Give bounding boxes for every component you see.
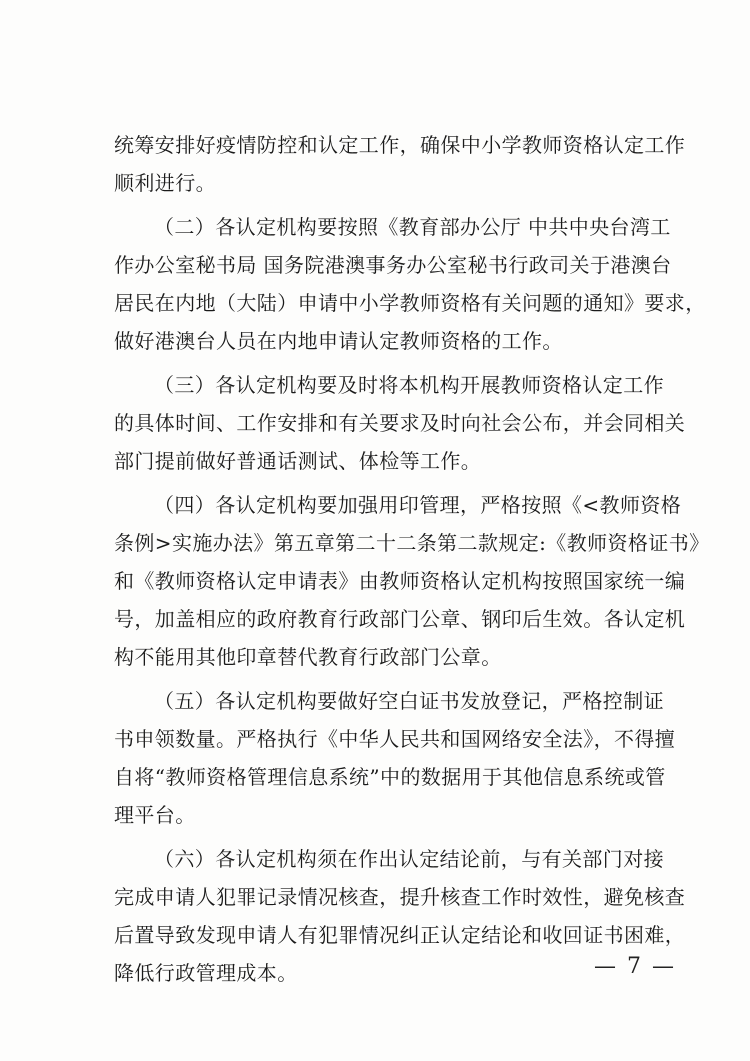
text-line: 作办公室秘书局 国务院港澳事务办公室秘书行政司关于港澳台	[114, 253, 672, 277]
text-line: 降低行政管理成本。	[114, 961, 298, 985]
text-line: （六）各认定机构须在作出认定结论前，与有关部门对接	[154, 847, 664, 871]
text-line: 理平台。	[114, 803, 196, 827]
text-line: （三）各认定机构要及时将本机构开展教师资格认定工作	[154, 373, 664, 397]
paragraph	[114, 682, 674, 834]
text-line: 做好港澳台人员在内地申请认定教师资格的工作。	[114, 329, 563, 353]
text-line: 自将“教师资格管理信息系统”中的数据用于其他信息系统或管	[114, 765, 666, 789]
page-number: — 7 —	[594, 954, 676, 979]
text-line: 完成申请人犯罪记录情况核查，提升核查工作时效性，避免核查	[114, 885, 686, 909]
text-line: 书申领数量。严格执行《中华人民共和国网络安全法》，不得擅	[114, 727, 676, 751]
document-body	[114, 126, 710, 992]
paragraph	[114, 126, 686, 202]
paragraph	[114, 208, 706, 360]
paragraph	[114, 486, 710, 676]
text-line: 顺利进行。	[114, 171, 216, 195]
text-line: 条例>实施办法》第五章第二十二条第二款规定:《教师资格证书》	[114, 531, 710, 555]
paragraph	[114, 840, 686, 992]
paragraph	[114, 366, 686, 480]
text-line: 和《教师资格认定申请表》由教师资格认定机构按照国家统一编	[114, 569, 686, 593]
text-line: 的具体时间、工作安排和有关要求及时向社会公布，并会同相关	[114, 411, 686, 435]
text-line: （四）各认定机构要加强用印管理，严格按照《<教师资格	[154, 493, 682, 517]
text-line: （五）各认定机构要做好空白证书发放登记，严格控制证	[154, 689, 664, 713]
text-line: （二）各认定机构要按照《教育部办公厅 中共中央台湾工	[154, 215, 671, 239]
text-line: 号，加盖相应的政府教育行政部门公章、钢印后生效。各认定机	[114, 607, 686, 631]
text-line: 居民在内地（大陆）申请中小学教师资格有关问题的通知》要求，	[114, 291, 706, 315]
text-line: 后置导致发现申请人有犯罪情况纠正认定结论和收回证书困难，	[114, 923, 686, 947]
text-line: 部门提前做好普通话测试、体检等工作。	[114, 449, 482, 473]
text-line: 构不能用其他印章替代教育行政部门公章。	[114, 645, 502, 669]
text-line: 统筹安排好疫情防控和认定工作，确保中小学教师资格认定工作	[114, 133, 686, 157]
